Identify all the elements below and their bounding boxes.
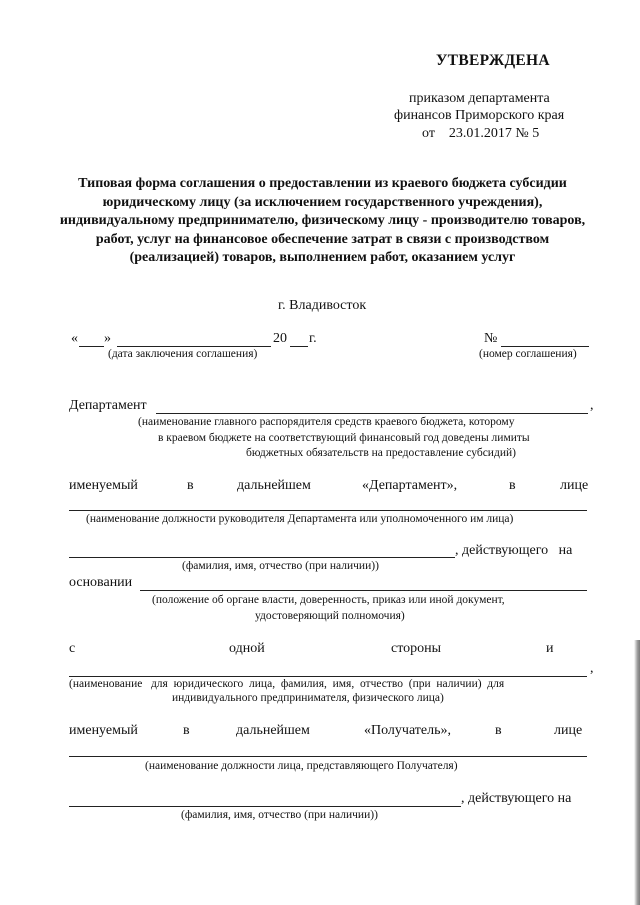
named-dept-w2: в <box>187 478 194 493</box>
side-w2: одной <box>229 641 265 656</box>
number-caption: (номер соглашения) <box>479 348 577 360</box>
side-w1: с <box>69 641 76 656</box>
named-dept-w1: именуемый <box>69 478 138 493</box>
named-recipient-w6: лице <box>554 723 583 738</box>
department-caption-3: бюджетных обязательств на предоставление субсидий) <box>246 447 516 459</box>
scan-edge-shadow <box>634 640 640 905</box>
acting-1-caption: (фамилия, имя, отчество (при наличии)) <box>182 560 379 572</box>
date-day-line <box>79 346 104 347</box>
department-comma: , <box>590 398 594 413</box>
department-line <box>156 413 588 414</box>
department-caption-1: (наименование главного распорядителя средств краевого бюджета, которому <box>138 416 515 428</box>
recipient-name-line <box>69 676 587 677</box>
date-year-prefix: 20 <box>273 331 287 346</box>
dept-head-position-line <box>69 510 587 511</box>
side-comma: , <box>590 661 594 676</box>
agreement-number-line <box>501 346 589 347</box>
named-recipient-w3: дальнейшем <box>236 723 310 738</box>
named-dept-w4: «Департамент», <box>362 478 458 493</box>
number-sign: № <box>484 331 498 346</box>
dept-head-position-caption: (наименование должности руководителя Департамента или уполномоченного им лица) <box>86 513 514 525</box>
date-month-line <box>117 346 271 347</box>
recipient-rep-name-line <box>69 806 461 807</box>
date-year-suffix: г. <box>309 331 317 346</box>
date-caption: (дата заключения соглашения) <box>108 348 258 360</box>
basis-line <box>140 590 587 591</box>
basis-caption-1: (положение об органе власти, доверенность, приказ или иной документ, <box>152 594 505 606</box>
basis-label: основании <box>69 575 133 590</box>
named-recipient-w2: в <box>183 723 190 738</box>
date-quote-open: « <box>71 331 78 346</box>
city: г. Владивосток <box>278 298 367 313</box>
named-recipient-w1: именуемый <box>69 723 138 738</box>
recipient-rep-position-caption: (наименование должности лица, представляющего Получателя) <box>145 760 458 772</box>
named-recipient-w5: в <box>495 723 502 738</box>
acting-2-caption: (фамилия, имя, отчество (при наличии)) <box>181 809 378 821</box>
recipient-rep-position-line <box>69 756 587 757</box>
named-dept-w3: дальнейшем <box>237 478 311 493</box>
named-dept-w5: в <box>509 478 516 493</box>
basis-caption-2: удостоверяющий полномочия) <box>255 610 405 622</box>
dept-head-name-line <box>69 557 455 558</box>
acting-2-text: , действующего на <box>461 791 572 806</box>
date-year-line <box>290 346 308 347</box>
date-quote-close: » <box>104 331 111 346</box>
document-title: Типовая форма соглашения о предоставлении из краевого бюджета субсидии юридическому лицу (за исключением государственного учреждения), индивидуальному предпринимателю, физическому лицу - производителю товаров, работ, услуг на финансовое обеспечение затрат в связи с производством (реализацией) товаров, выполнением работ, оказанием услуг <box>59 176 586 265</box>
named-recipient-w4: «Получатель», <box>364 723 452 738</box>
department-caption-2: в краевом бюджете на соответствующий финансовый год доведены лимиты <box>158 432 530 444</box>
side-caption-1: (наименование для юридического лица, фамилия, имя, отчество (при наличии) для <box>69 678 505 690</box>
department-label: Департамент <box>69 398 147 413</box>
approval-line-3: от 23.01.2017 № 5 <box>422 126 540 141</box>
approval-line-2: финансов Приморского края <box>394 108 565 123</box>
side-caption-2: индивидуального предпринимателя, физического лица) <box>172 692 444 704</box>
acting-1-text: , действующего на <box>455 543 573 558</box>
approval-heading: УТВЕРЖДЕНА <box>436 52 550 69</box>
approval-line-1: приказом департамента <box>409 91 550 106</box>
side-w3: стороны <box>391 641 442 656</box>
named-dept-w6: лице <box>560 478 589 493</box>
side-w4: и <box>546 641 554 656</box>
